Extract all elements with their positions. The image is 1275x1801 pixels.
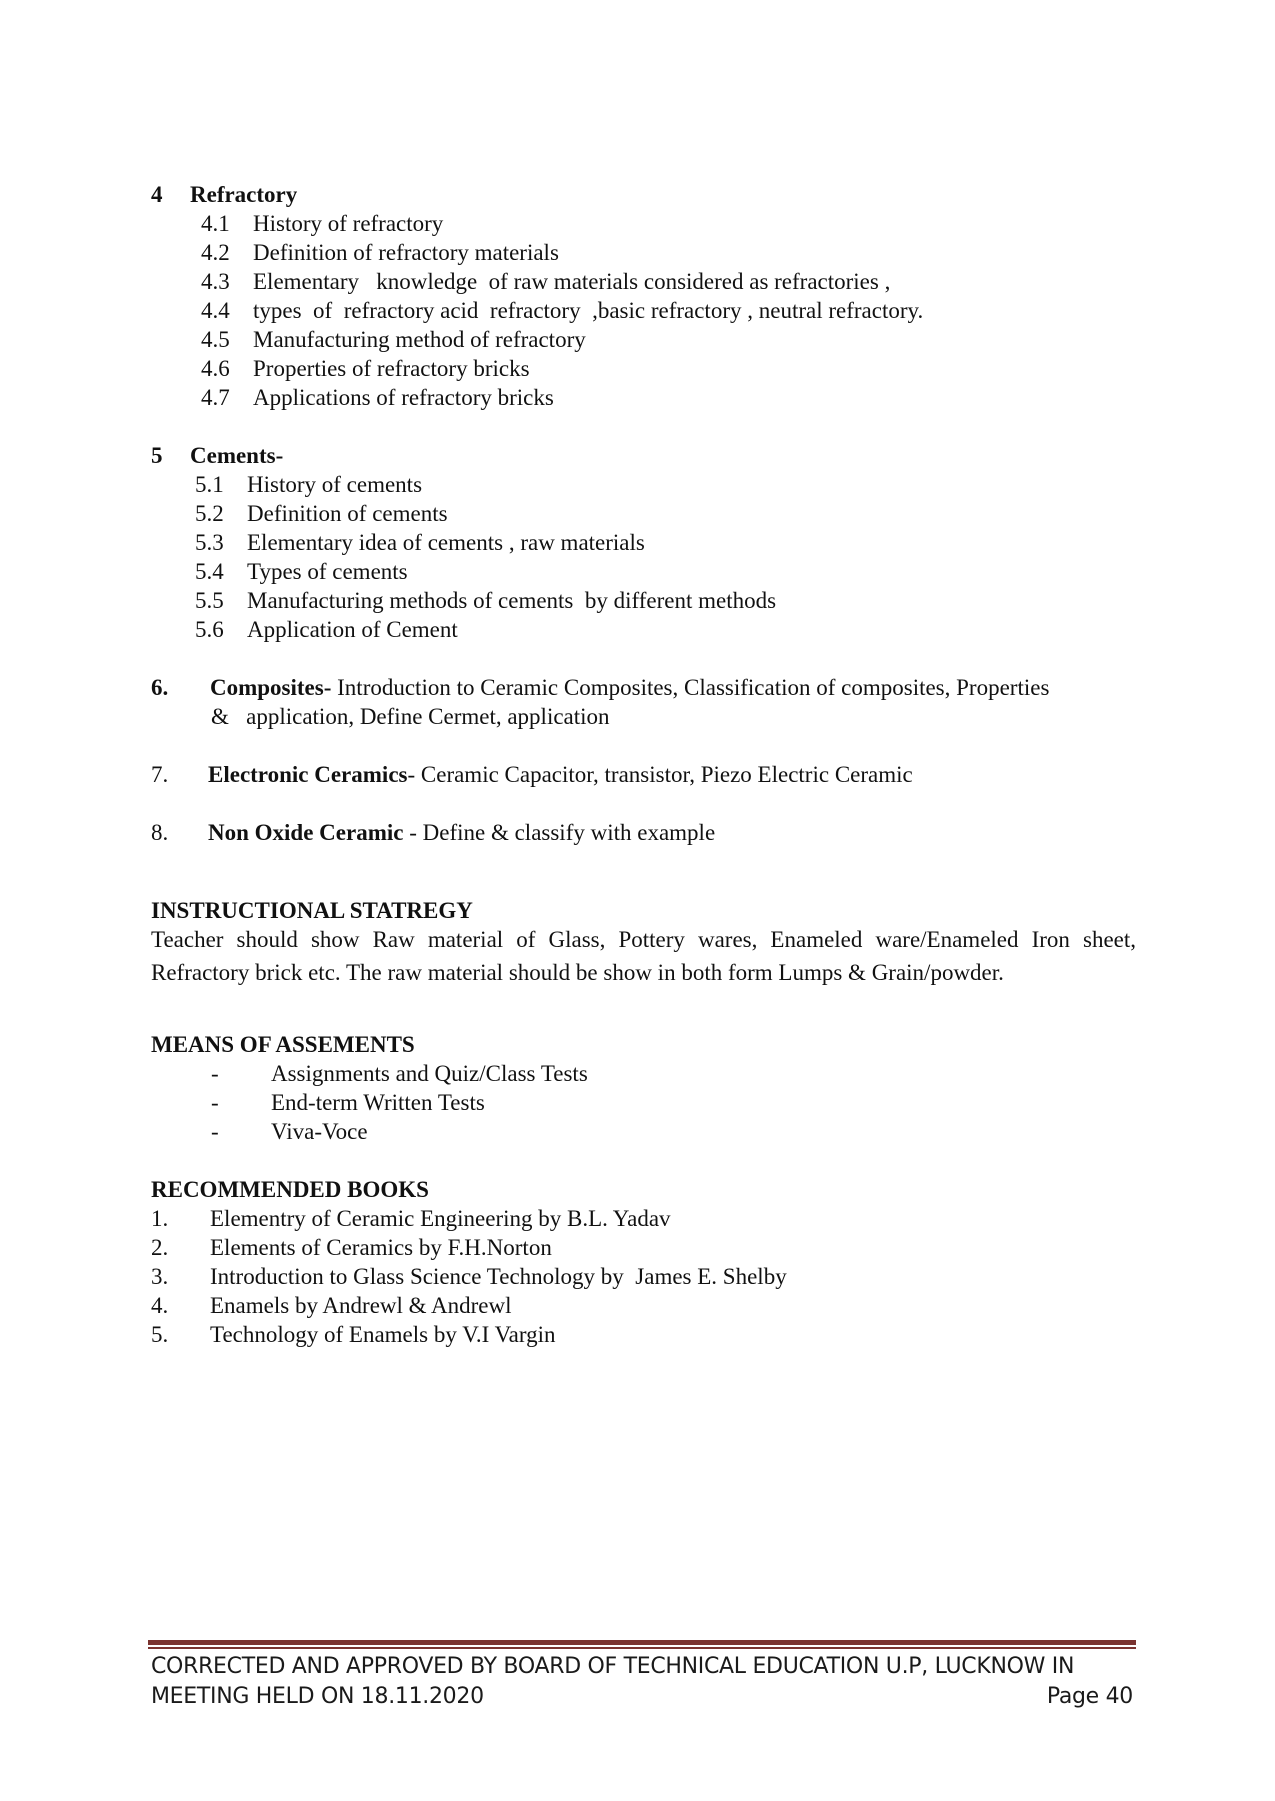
books-list	[151, 1204, 1136, 1349]
section-5-heading	[151, 441, 1136, 470]
item-text: Assignments and Quiz/Class Tests	[271, 1061, 588, 1086]
item-text: Manufacturing method of refractory	[253, 327, 586, 352]
item-number: 5.4	[195, 559, 224, 584]
section-7	[151, 760, 1136, 789]
item-text: types of refractory acid refractory ,basic refractory , neutral refractory.	[253, 298, 924, 323]
list-item	[201, 296, 1136, 325]
page-content	[151, 180, 1136, 1349]
item-text: Elementary knowledge of raw materials considered as refractories ,	[253, 269, 891, 294]
list-item	[151, 1233, 1136, 1262]
footer-line-2: MEETING HELD ON 18.11.2020	[151, 1684, 484, 1709]
item-number: 4.1	[201, 211, 230, 236]
list-item	[151, 1320, 1136, 1349]
footer-divider	[148, 1640, 1136, 1649]
item-text: Technology of Enamels by V.I Vargin	[210, 1322, 556, 1347]
list-item	[201, 354, 1136, 383]
section-text: - Ceramic Capacitor, transistor, Piezo Electric Ceramic	[407, 762, 913, 787]
item-text: Introduction to Glass Science Technology by James E. Shelby	[210, 1264, 787, 1289]
recommended-books-heading: RECOMMENDED BOOKS	[151, 1177, 429, 1202]
item-text: Elementry of Ceramic Engineering by B.L. Yadav	[210, 1206, 671, 1231]
section-4-list	[151, 209, 1136, 412]
section-number: 5	[151, 443, 163, 468]
list-item	[195, 470, 1136, 499]
item-number: 5.6	[195, 617, 224, 642]
footer-line-1: CORRECTED AND APPROVED BY BOARD OF TECHNICAL EDUCATION U.P, LUCKNOW IN	[151, 1654, 1075, 1679]
list-item	[195, 528, 1136, 557]
item-number: 4.5	[201, 327, 230, 352]
section-4-heading	[151, 180, 1136, 209]
item-number: 1.	[151, 1206, 169, 1231]
section-title: Refractory	[190, 182, 298, 207]
item-text: Applications of refractory bricks	[253, 385, 554, 410]
item-number: 4.4	[201, 298, 230, 323]
list-item	[201, 325, 1136, 354]
item-number: 4.	[151, 1293, 169, 1318]
item-text: Properties of refractory bricks	[253, 356, 530, 381]
page-footer	[151, 1652, 1133, 1712]
list-item	[195, 586, 1136, 615]
item-text: Elements of Ceramics by F.H.Norton	[210, 1235, 552, 1260]
item-text: History of cements	[247, 472, 423, 497]
assessments-heading: MEANS OF ASSEMENTS	[151, 1032, 415, 1057]
section-5-list	[151, 470, 1136, 644]
item-number: 2.	[151, 1235, 169, 1260]
list-item	[201, 209, 1136, 238]
list-item	[211, 1117, 1136, 1146]
item-text: Elementary idea of cements , raw materials	[247, 530, 645, 555]
item-text: End-term Written Tests	[271, 1090, 485, 1115]
item-number: 3.	[151, 1264, 169, 1289]
item-text: Manufacturing methods of cements by different methods	[247, 588, 777, 613]
item-number: 5.1	[195, 472, 224, 497]
item-text: Viva-Voce	[271, 1119, 368, 1144]
item-number: 4.2	[201, 240, 230, 265]
bullet-dash: -	[211, 1119, 219, 1144]
section-6-continuation: & application, Define Cermet, application	[211, 704, 610, 729]
item-text: Enamels by Andrewl & Andrewl	[210, 1293, 512, 1318]
section-8	[151, 818, 1136, 847]
page-number: Page 40	[1046, 1684, 1133, 1709]
list-item	[151, 1291, 1136, 1320]
instructional-strategy-body: Teacher should show Raw material of Glass, Pottery wares, Enameled ware/Enameled Iron sheet, Refractory brick etc. The raw material should be show in both form Lumps & Grain/powder.	[151, 927, 1136, 985]
section-6	[151, 673, 1136, 702]
item-number: 5.2	[195, 501, 224, 526]
item-text: Types of cements	[247, 559, 408, 584]
item-text: Definition of cements	[247, 501, 448, 526]
item-text: Definition of refractory materials	[253, 240, 559, 265]
list-item	[195, 499, 1136, 528]
section-text: - Define & classify with example	[403, 820, 716, 845]
item-number: 5.5	[195, 588, 224, 613]
list-item	[211, 1059, 1136, 1088]
footer-rule-thick	[148, 1640, 1136, 1645]
section-number: 7.	[151, 762, 169, 787]
item-number: 5.	[151, 1322, 169, 1347]
section-title: Electronic Ceramics	[208, 762, 408, 787]
section-number: 6.	[151, 675, 169, 700]
list-item	[151, 1262, 1136, 1291]
list-item	[195, 557, 1136, 586]
section-number: 8.	[151, 820, 169, 845]
section-text: Introduction to Ceramic Composites, Classification of composites, Properties	[331, 675, 1050, 700]
bullet-dash: -	[211, 1061, 219, 1086]
item-text: Application of Cement	[247, 617, 458, 642]
section-title: Composites-	[210, 675, 332, 700]
section-title: Cements-	[190, 443, 284, 468]
item-number: 4.3	[201, 269, 230, 294]
section-title: Non Oxide Ceramic	[208, 820, 404, 845]
list-item	[211, 1088, 1136, 1117]
item-number: 4.6	[201, 356, 230, 381]
section-number: 4	[151, 182, 163, 207]
bullet-dash: -	[211, 1090, 219, 1115]
instructional-strategy-heading: INSTRUCTIONAL STATREGY	[151, 898, 473, 923]
assessments-list	[151, 1059, 1136, 1146]
item-text: History of refractory	[253, 211, 444, 236]
list-item	[201, 383, 1136, 412]
list-item	[201, 267, 1136, 296]
item-number: 4.7	[201, 385, 230, 410]
list-item	[151, 1204, 1136, 1233]
list-item	[201, 238, 1136, 267]
list-item	[195, 615, 1136, 644]
item-number: 5.3	[195, 530, 224, 555]
footer-rule-thin	[148, 1647, 1136, 1649]
